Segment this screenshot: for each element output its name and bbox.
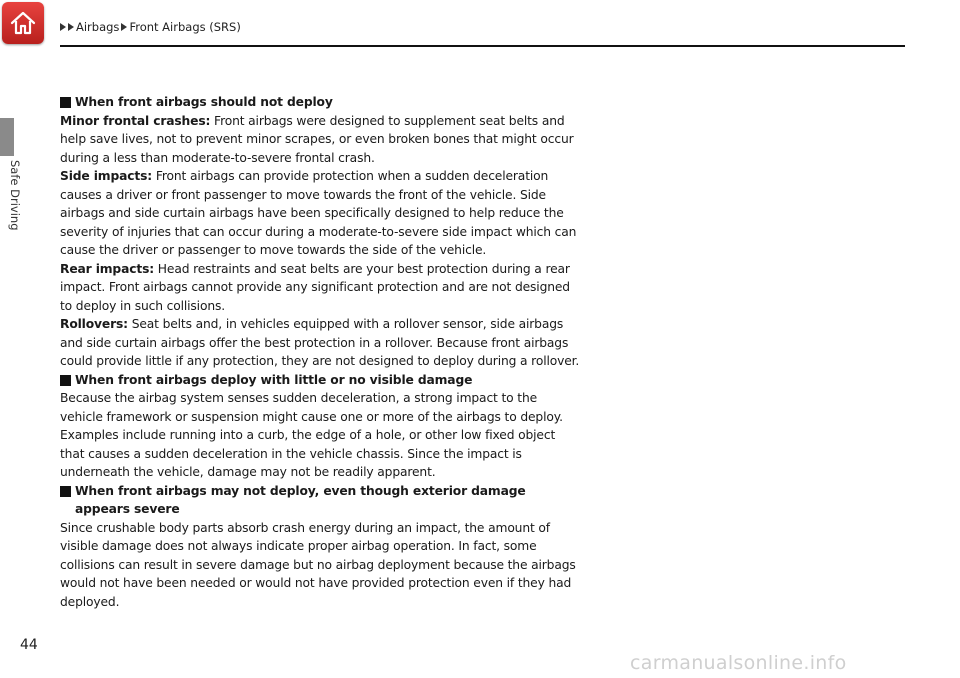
paragraph-rollovers bbox=[60, 315, 580, 371]
heading-text: When front airbags deploy with little or no visible damage bbox=[75, 372, 473, 387]
section-heading-little-damage bbox=[60, 371, 580, 390]
section-tab-marker bbox=[0, 118, 14, 156]
page-number: 44 bbox=[20, 637, 38, 653]
paragraph-text: Seat belts and, in vehicles equipped with a rollover sensor, side airbags and side curtain airbags offer the best protection in a rollover. Because front airbags could provide little if any protection, they are not designed to deploy during a rollover. bbox=[60, 317, 580, 368]
section-label: Safe Driving bbox=[8, 160, 22, 231]
paragraph-minor-frontal bbox=[60, 112, 580, 168]
section-heading-should-not-deploy bbox=[60, 93, 580, 112]
term-label: Rear impacts: bbox=[60, 261, 155, 276]
home-icon bbox=[8, 8, 38, 38]
paragraph-text: Front airbags were designed to supplement seat belts and help save lives, not to prevent minor scrapes, or even broken bones that might occur during a less than moderate-to-severe frontal crash. bbox=[60, 113, 574, 165]
heading-text: When front airbags may not deploy, even though exterior damage appears severe bbox=[75, 483, 526, 516]
paragraph-side-impacts bbox=[60, 167, 580, 260]
paragraph-rear-impacts bbox=[60, 260, 580, 316]
page-content bbox=[60, 93, 580, 611]
breadcrumb-arrow-icon bbox=[68, 23, 74, 31]
heading-text: When front airbags should not deploy bbox=[75, 95, 333, 109]
paragraph-severe-damage: Since crushable body parts absorb crash energy during an impact, the amount of visible damage does not always indicate proper airbag operation. In fact, some collisions can result in severe damage but no airbag deployment because the airbags would not have been needed or would not have provided protection even if they had deployed. bbox=[60, 520, 576, 609]
square-bullet-icon bbox=[60, 97, 71, 108]
term-label: Rollovers: bbox=[60, 317, 128, 331]
term-label: Minor frontal crashes: bbox=[60, 113, 211, 128]
breadcrumb-arrow-icon bbox=[60, 23, 66, 31]
paragraph-text: Head restraints and seat belts are your best protection during a rear impact. Front airbags cannot provide any significant protection and are not designed to deploy in such collisions. bbox=[60, 261, 570, 313]
breadcrumb bbox=[60, 20, 241, 34]
breadcrumb-item-airbags[interactable]: Airbags bbox=[76, 20, 120, 34]
section-heading-may-not-deploy bbox=[60, 482, 580, 519]
header-divider bbox=[60, 45, 905, 47]
paragraph-little-damage: Because the airbag system senses sudden deceleration, a strong impact to the vehicle framework or suspension might cause one or more of the airbags to deploy. Examples include running into a curb, the edge of a hole, or other low fixed object that causes a sudden deceleration in the vehicle chassis. Since the impact is underneath the vehicle, damage may not be readily apparent. bbox=[60, 391, 563, 479]
paragraph-text: Front airbags can provide protection when a sudden deceleration causes a driver or front passenger to move towards the front of the vehicle. Side airbags and side curtain airbags have been specifically designed to help reduce the severity of injuries that can occur during a moderate-to-severe side impact which can cause the driver or passenger to move towards the side of the vehicle. bbox=[60, 169, 577, 257]
breadcrumb-arrow-icon bbox=[121, 23, 127, 31]
square-bullet-icon bbox=[60, 375, 71, 386]
breadcrumb-item-front-airbags[interactable]: Front Airbags (SRS) bbox=[129, 20, 241, 34]
watermark: carmanualsonline.info bbox=[630, 652, 847, 674]
square-bullet-icon bbox=[60, 486, 71, 497]
home-button[interactable] bbox=[2, 2, 44, 44]
term-label: Side impacts: bbox=[60, 169, 153, 183]
